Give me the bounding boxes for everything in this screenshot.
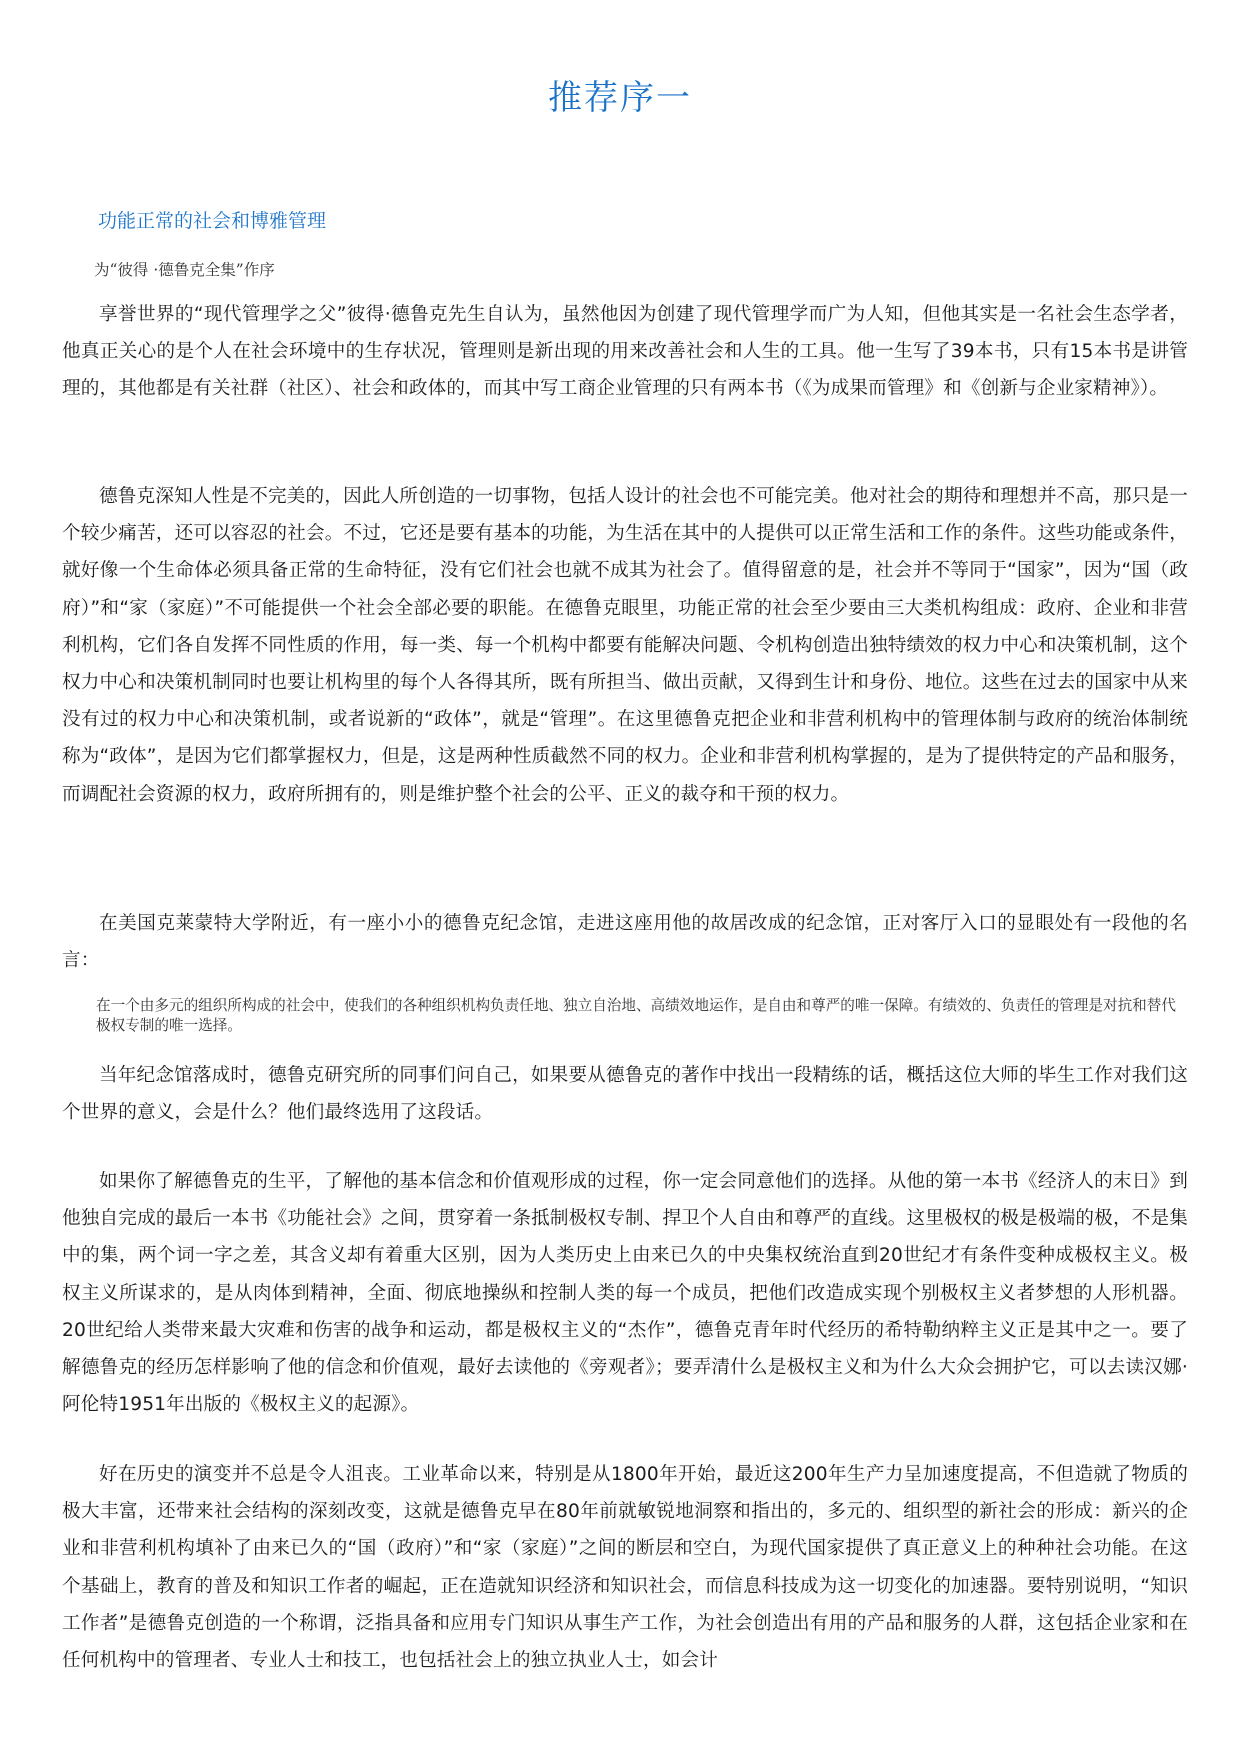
paragraph: 好在历史的演变并不总是令人沮丧。工业革命以来，特别是从1800年开始，最近这200年生产力呈加速度提高，不但造就了物质的极大丰富，还带来社会结构的深刻改变，这就是德鲁克早在80年前就敏锐地洞察和指出的，多元的、组织型的新社会的形成：新兴的企业和非营利机构填补了由来已久的“国（政府）”和“家（家庭）”之间的断层和空白，为现代国家提供了真正意义上的种种社会功能。在这个基础上，教育的普及和知识工作者的崛起，正在造就知识经济和知识社会，而信息科技成为这一切变化的加速器。要特别说明，“知识工作者”是德鲁克创造的一个称谓，泛指具备和应用专门知识从事生产工作，为社会创造出有用的产品和服务的人群，这包括企业家和在任何机构中的管理者、专业人士和技工，也包括社会上的独立执业人士，如会计 xyxy=(62,1464,1188,1672)
block-quote: 在一个由多元的组织所构成的社会中，使我们的各种组织机构负责任地、独立自治地、高绩效地运作，是自由和尊严的唯一保障。有绩效的、负责任的管理是对抗和替代极权专制的唯一选择。 xyxy=(96,997,1176,1034)
page-title: 推荐序一 xyxy=(548,78,692,118)
paragraph: 如果你了解德鲁克的生平，了解他的基本信念和价值观形成的过程，你一定会同意他们的选择。从他的第一本书《经济人的末日》到他独自完成的最后一本书《功能社会》之间，贯穿着一条抵制极权专制、捍卫个人自由和尊严的直线。这里极权的极是极端的极，不是集中的集，两个词一字之差，其含义却有着重大区别，因为人类历史上由来已久的中央集权统治直到20世纪才有条件变种成极权主义。极权主义所谋求的，是从肉体到精神，全面、彻底地操纵和控制人类的每一个成员，把他们改造成实现个别极权主义者梦想的人形机器。20世纪给人类带来最大灾难和伤害的战争和运动，都是极权主义的“杰作”，德鲁克青年时代经历的希特勒纳粹主义正是其中之一。要了解德鲁克的经历怎样影响了他的信念和价值观，最好去读他的《旁观者》；要弄清什么是极权主义和为什么大众会拥护它，可以去读汉娜·阿伦特1951年出版的《极权主义的起源》。 xyxy=(62,1171,1188,1416)
paragraph: 当年纪念馆落成时，德鲁克研究所的同事们问自己，如果要从德鲁克的著作中找出一段精练的话，概括这位大师的毕生工作对我们这个世界的意义，会是什么？他们最终选用了这段话。 xyxy=(62,1065,1188,1124)
paragraph: 德鲁克深知人性是不完美的，因此人所创造的一切事物，包括人设计的社会也不可能完美。他对社会的期待和理想并不高，那只是一个较少痛苦，还可以容忍的社会。不过，它还是要有基本的功能，为生活在其中的人提供可以正常生活和工作的条件。这些功能或条件，就好像一个生命体必须具备正常的生命特征，没有它们社会也就不成其为社会了。值得留意的是，社会并不等同于“国家”，因为“国（政府）”和“家（家庭）”不可能提供一个社会全部必要的职能。在德鲁克眼里，功能正常的社会至少要由三大类机构组成：政府、企业和非营利机构，它们各自发挥不同性质的作用，每一类、每一个机构中都要有能解决问题、令机构创造出独特绩效的权力中心和决策机制，这个权力中心和决策机制同时也要让机构里的每个人各得其所，既有所担当、做出贡献，又得到生计和身份、地位。这些在过去的国家中从来没有过的权力中心和决策机制，或者说新的“政体”，就是“管理”。在这里德鲁克把企业和非营利机构中的管理体制与政府的统治体制统称为“政体”，是因为它们都掌握权力，但是，这是两种性质截然不同的权力。企业和非营利机构掌握的，是为了提供特定的产品和服务，而调配社会资源的权力，政府所拥有的，则是维护整个社会的公平、正义的裁夺和干预的权力。 xyxy=(62,486,1188,805)
paragraph: 享誉世界的“现代管理学之父”彼得·德鲁克先生自认为，虽然他因为创建了现代管理学而广为人知，但他其实是一名社会生态学者，他真正关心的是个人在社会环境中的生存状况，管理则是新出现的用来改善社会和人生的工具。他一生写了39本书，只有15本书是讲管理的，其他都是有关社群（社区）、社会和政体的，而其中写工商企业管理的只有两本书（《为成果而管理》和《创新与企业家精神》）。 xyxy=(62,304,1188,400)
dedication-line: 为“彼得 ·德鲁克全集”作序 xyxy=(94,261,275,279)
paragraph-block xyxy=(62,1163,1188,1423)
paragraph: 在美国克莱蒙特大学附近，有一座小小的德鲁克纪念馆，走进这座用他的故居改成的纪念馆，正对客厅入口的显眼处有一段他的名言： xyxy=(62,913,1188,972)
section-subtitle: 功能正常的社会和博雅管理 xyxy=(98,210,327,232)
paragraph-block xyxy=(62,1456,1188,1679)
paragraph-block xyxy=(62,296,1188,408)
paragraph-block xyxy=(62,1057,1188,1131)
paragraph-block xyxy=(62,478,1188,813)
paragraph-block xyxy=(62,905,1188,979)
